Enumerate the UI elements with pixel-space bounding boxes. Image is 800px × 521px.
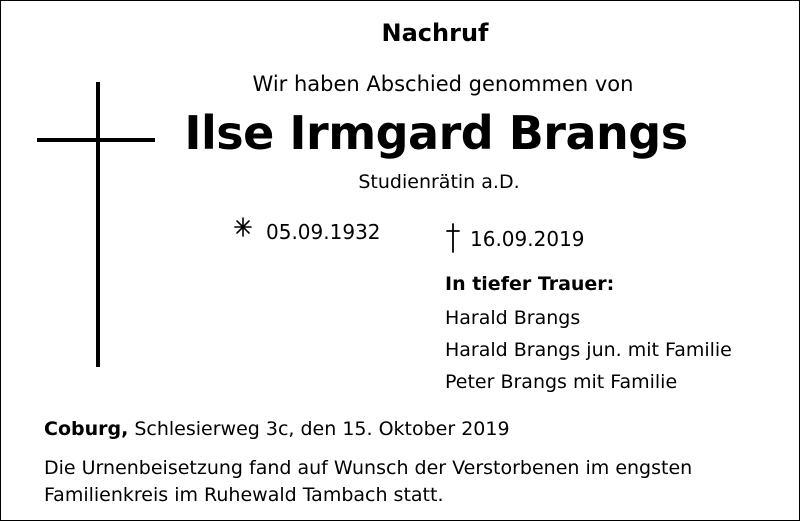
mourner-line: Harald Brangs jun. mit Familie — [445, 339, 732, 361]
deceased-title: Studienrätin a.D. — [358, 171, 520, 193]
mourner-line: Peter Brangs mit Familie — [445, 371, 678, 393]
birth-date: 05.09.1932 — [266, 220, 381, 244]
place-city: Coburg, — [44, 418, 129, 440]
cross-vertical-bar — [96, 82, 100, 367]
mourners-heading: In tiefer Trauer: — [445, 273, 615, 295]
place-address-date: Schlesierweg 3c, den 15. Oktober 2019 — [128, 418, 510, 440]
place-date-line — [44, 418, 510, 440]
cross-horizontal-bar — [37, 138, 155, 142]
burial-note-line: Die Urnenbeisetzung fand auf Wunsch der Verstorbenen im engsten — [44, 457, 693, 479]
deceased-name: Ilse Irmgard Brangs — [184, 106, 688, 160]
notice-intro: Wir haben Abschied genommen von — [252, 72, 634, 96]
mourner-line: Harald Brangs — [445, 307, 581, 329]
star-icon — [232, 215, 254, 243]
death-date: 16.09.2019 — [470, 227, 585, 251]
notice-heading: Nachruf — [381, 19, 489, 47]
burial-note-line: Familienkreis im Ruhewald Tambach statt. — [44, 484, 444, 506]
dagger-icon — [445, 222, 461, 258]
